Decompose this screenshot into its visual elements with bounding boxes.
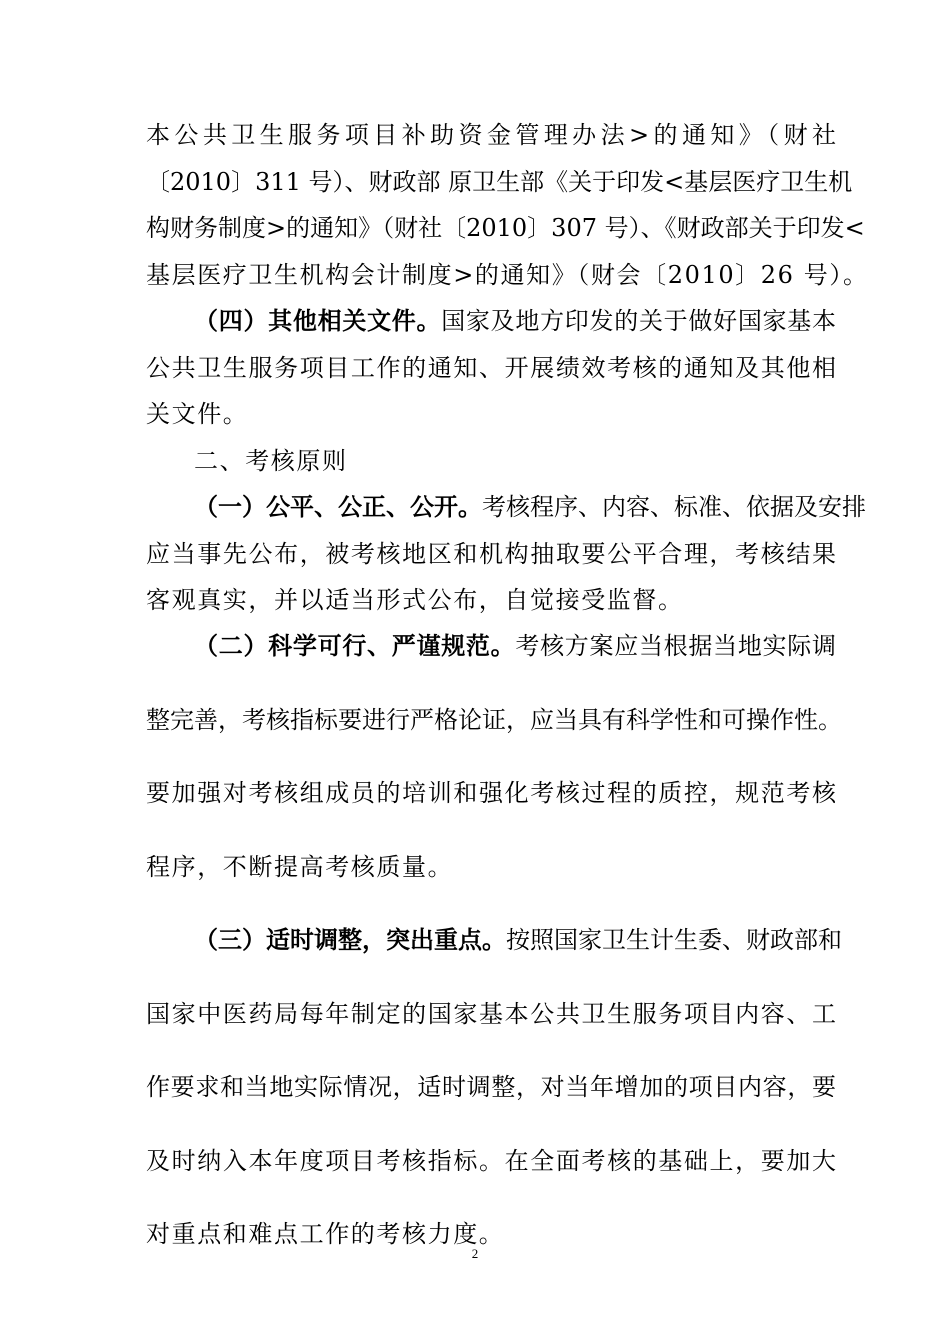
- paragraph-heading: （二）科学可行、严谨规范。: [194, 631, 516, 660]
- text-line: 及时纳入本年度项目考核指标。在全面考核的基础上，要加大: [146, 1147, 836, 1175]
- section-heading: 二、考核原则: [194, 447, 348, 475]
- text-line: 关文件。: [146, 400, 249, 428]
- paragraph-heading: （四）其他相关文件。: [194, 306, 442, 335]
- text-line: 要加强对考核组成员的培训和强化考核过程的质控，规范考核: [146, 779, 836, 807]
- text-line: 作要求和当地实际情况，适时调整，对当年增加的项目内容，要: [146, 1073, 836, 1101]
- paragraph-heading: （三）适时调整，突出重点。: [194, 925, 506, 954]
- text-line: 应当事先公布，被考核地区和机构抽取要公平合理，考核结果: [146, 540, 836, 568]
- page-number: 2: [471, 1246, 479, 1261]
- text-line: 国家中医药局每年制定的国家基本公共卫生服务项目内容、工: [146, 1000, 836, 1028]
- paragraph-heading-line: （三）适时调整，突出重点。按照国家卫生计生委、财政部和: [194, 925, 842, 954]
- text-line: 〔2010〕311 号）、财政部 原卫生部《关于印发<基层医疗卫生机: [146, 168, 853, 196]
- paragraph-heading-line: （一）公平、公正、公开。考核程序、内容、标准、依据及安排: [194, 492, 866, 521]
- text-line: 基层医疗卫生机构会计制度>的通知》（财会〔2010〕26 号）。: [146, 261, 869, 289]
- text-line: 本公共卫生服务项目补助资金管理办法>的通知》（财社: [146, 121, 836, 149]
- text-line: 公共卫生服务项目工作的通知、开展绩效考核的通知及其他相: [146, 354, 836, 382]
- text-line: 整完善，考核指标要进行严格论证，应当具有科学性和可操作性。: [146, 706, 842, 734]
- paragraph-heading-line: （四）其他相关文件。国家及地方印发的关于做好国家基本: [194, 306, 837, 335]
- text-line: 对重点和难点工作的考核力度。: [146, 1220, 505, 1248]
- paragraph-heading: （一）公平、公正、公开。: [194, 492, 482, 521]
- text-line: 程序，不断提高考核质量。: [146, 853, 454, 881]
- text-line: 构财务制度>的通知》（财社〔2010〕307 号）、《财政部关于印发<: [146, 214, 865, 242]
- paragraph-heading-line: （二）科学可行、严谨规范。考核方案应当根据当地实际调: [194, 631, 836, 660]
- text-line: 客观真实，并以适当形式公布，自觉接受监督。: [146, 586, 684, 614]
